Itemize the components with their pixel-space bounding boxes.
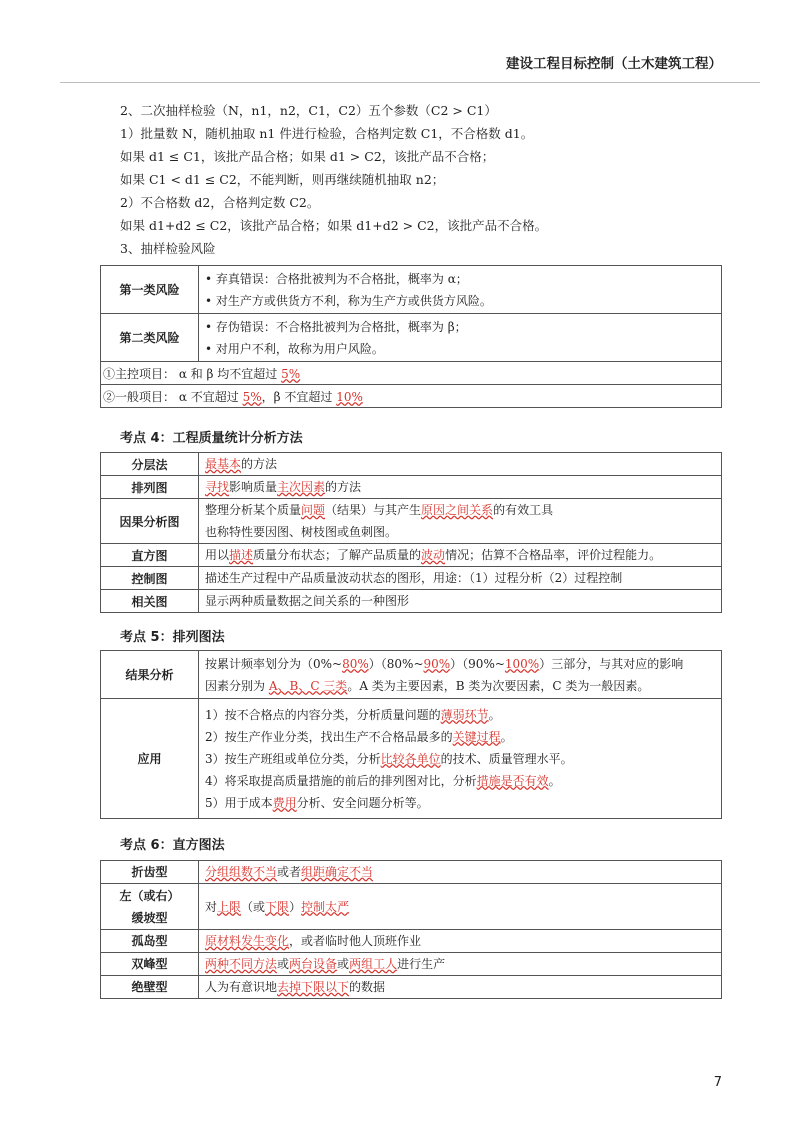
highlighted-term: 关键过程 (452, 729, 501, 744)
application-item (205, 726, 715, 748)
method-label: 分层法 (101, 453, 199, 476)
text-run: 。 (548, 773, 561, 788)
highlighted-term: A、B、C 三类 (268, 678, 348, 693)
method-row (101, 476, 722, 499)
highlighted-term: 原因之间关系 (421, 503, 494, 517)
section-5-table (100, 650, 722, 819)
histogram-type-label: 绝壁型 (101, 976, 199, 999)
highlighted-term: 两台设备 (289, 957, 338, 971)
highlighted-term: 去掉下限以下 (277, 980, 350, 994)
page-number: 7 (713, 1075, 722, 1090)
highlighted-term: 措施是否有效 (476, 773, 549, 788)
highlighted-term: 主次因素 (277, 480, 326, 494)
method-description (199, 567, 722, 590)
risk-desc-1: • 弃真错误：合格批被判为不合格批，概率为 α； • 对生产方或供货方不利，称为生产方或供货方风险。 (199, 266, 722, 314)
text-run: 的技术、质量管理水平。 (440, 751, 573, 766)
method-row (101, 567, 722, 590)
method-label: 控制图 (101, 567, 199, 590)
histogram-type-cause (199, 861, 722, 884)
highlighted-term: 寻找 (205, 480, 230, 494)
method-description (199, 590, 722, 613)
application-item (205, 748, 715, 770)
text-run: （结果）与其产生 (325, 503, 422, 517)
text-run: ）（90%~ (450, 656, 505, 671)
text-run: 进行生产 (397, 957, 446, 971)
method-label: 直方图 (101, 544, 199, 567)
application-item (205, 792, 715, 814)
method-label: 排列图 (101, 476, 199, 499)
highlighted-term: 费用 (272, 795, 297, 810)
highlighted-term: 下限 (265, 899, 290, 914)
histogram-type-row (101, 930, 722, 953)
text-run: 3）按生产班组或单位分类，分析 (205, 751, 381, 766)
highlighted-term: 80% (342, 656, 369, 671)
text-run: 。 (500, 729, 513, 744)
histogram-type-row (101, 884, 722, 930)
risk-table (100, 265, 722, 408)
section-4-table (100, 452, 722, 613)
text-run: 分析、安全问题分析等。 (296, 795, 429, 810)
histogram-type-label: 折齿型 (101, 861, 199, 884)
highlighted-term: 问题 (301, 503, 326, 517)
text-run: 按累计频率划分为（0%~ (205, 656, 343, 671)
method-row (101, 544, 722, 567)
text-run: 因素分别为 (205, 678, 269, 693)
method-row (101, 453, 722, 476)
result-analysis-text (199, 651, 722, 699)
section-6-title: 考点 6：直方图法 (120, 838, 225, 853)
histogram-type-row (101, 953, 722, 976)
highlighted-term: 两种不同方法 (205, 957, 278, 971)
text-run: 的有效工具 (493, 503, 554, 517)
highlighted-term: 100% (504, 656, 540, 671)
method-row (101, 590, 722, 613)
highlighted-term: 波动 (421, 548, 446, 562)
intro-line: 2、二次抽样检验（N，n1，n2，C1，C2）五个参数（C2 > C1） (120, 103, 497, 118)
method-description: 整理分析某个质量问题（结果）与其产生原因之间关系的有效工具 也称特性要因图、树枝图或鱼刺图。 (199, 499, 722, 544)
section-5-title: 考点 5：排列图法 (120, 630, 225, 645)
text-run: 或者 (277, 865, 302, 879)
histogram-type-row (101, 861, 722, 884)
text-run: ）三部分，与其对应的影响 (539, 656, 684, 671)
histogram-type-cause (199, 884, 722, 930)
method-label: 相关图 (101, 590, 199, 613)
histogram-type-label: 孤岛型 (101, 930, 199, 953)
histogram-type-cause (199, 953, 722, 976)
text-run: （或 (241, 899, 266, 914)
text-run: 人为有意识地 (205, 980, 278, 994)
text-run: 用以 (205, 548, 230, 562)
text-run: 或 (277, 957, 290, 971)
text-run: 的方法 (325, 480, 362, 494)
risk-label-2: 第二类风险 (101, 314, 199, 362)
highlighted-term: 组距确定不当 (301, 865, 374, 879)
text-run: ） (289, 899, 302, 914)
text-run: 整理分析某个质量 (205, 503, 302, 517)
application-item (205, 770, 715, 792)
method-label: 因果分析图 (101, 499, 199, 544)
text-run: 4）将采取提高质量措施的前后的排列图对比，分析 (205, 773, 477, 788)
main-item-limit: ①主控项目： α 和 β 均不宜超过 5% (101, 362, 722, 385)
risk-desc-2: • 存伪错误：不合格批被判为合格批，概率为 β； • 对用户不利，故称为用户风险。 (199, 314, 722, 362)
highlighted-term: 描述 (229, 548, 254, 562)
text-run: 对 (205, 899, 218, 914)
highlighted-term: 最基本 (205, 457, 242, 471)
section-6-table (100, 860, 722, 999)
method-description (199, 544, 722, 567)
intro-line: 3、抽样检验风险 (120, 241, 216, 256)
method-row (101, 499, 722, 544)
intro-line: 2）不合格数 d2，合格判定数 C2。 (120, 195, 320, 210)
running-header: 建设工程目标控制（土木建筑工程） (506, 56, 722, 72)
highlighted-term: 原材料发生变化 (205, 934, 290, 948)
application-label: 应用 (101, 699, 199, 819)
risk-label-1: 第一类风险 (101, 266, 199, 314)
section-4-title: 考点 4：工程质量统计分析方法 (120, 431, 303, 446)
text-run: ，或者临时他人顶班作业 (289, 934, 422, 948)
intro-line: 如果 C1 < d1 ≤ C2，不能判断，则再继续随机抽取 n2； (120, 172, 445, 187)
highlighted-term: 比较各单位 (380, 751, 441, 766)
highlighted-term: 90% (423, 656, 451, 671)
text-run: 质量分布状态；了解产品质量的 (253, 548, 422, 562)
histogram-type-cause (199, 930, 722, 953)
result-analysis-label: 结果分析 (101, 651, 199, 699)
method-description (199, 453, 722, 476)
text-run: 2）按生产作业分类，找出生产不合格品最多的 (205, 729, 453, 744)
text-run: 描述生产过程中产品质量波动状态的图形，用途：（1）过程分析（2）过程控制 (205, 571, 623, 585)
text-run: 。A 类为主要因素，B 类为次要因素，C 类为一般因素。 (347, 678, 650, 693)
histogram-type-label: 双峰型 (101, 953, 199, 976)
method-description (199, 476, 722, 499)
header-rule (60, 82, 760, 83)
general-item-limit: ②一般项目： α 不宜超过 5%，β 不宜超过 10% (101, 385, 722, 408)
histogram-type-label: 左（或右） 缓坡型 (101, 884, 199, 930)
highlighted-term: 控制太严 (301, 899, 350, 914)
text-run: 的数据 (349, 980, 386, 994)
application-item (205, 704, 715, 726)
application-text (199, 699, 722, 819)
text-run: 影响质量 (229, 480, 278, 494)
highlighted-term: 上限 (217, 899, 242, 914)
text-run: ）（80%~ (368, 656, 424, 671)
text-run: 1）按不合格点的内容分类，分析质量问题的 (205, 707, 441, 722)
highlighted-term: 薄弱环节 (440, 707, 489, 722)
text-run: 或 (337, 957, 350, 971)
text-run: 5）用于成本 (205, 795, 273, 810)
text-run: 的方法 (241, 457, 278, 471)
text-run: 显示两种质量数据之间关系的一种图形 (205, 594, 410, 608)
intro-line: 如果 d1+d2 ≤ C2，该批产品合格；如果 d1+d2 > C2，该批产品不合格。 (120, 218, 548, 233)
intro-line: 如果 d1 ≤ C1，该批产品合格；如果 d1 > C2，该批产品不合格； (120, 149, 495, 164)
text-run: 。 (488, 707, 501, 722)
intro-line: 1）批量数 N，随机抽取 n1 件进行检验，合格判定数 C1，不合格数 d1。 (120, 126, 534, 141)
histogram-type-row (101, 976, 722, 999)
histogram-type-cause (199, 976, 722, 999)
text-run: 情况；估算不合格品率，评价过程能力。 (445, 548, 662, 562)
intro-text (120, 103, 547, 264)
highlighted-term: 分组组数不当 (205, 865, 278, 879)
highlighted-term: 两组工人 (349, 957, 398, 971)
